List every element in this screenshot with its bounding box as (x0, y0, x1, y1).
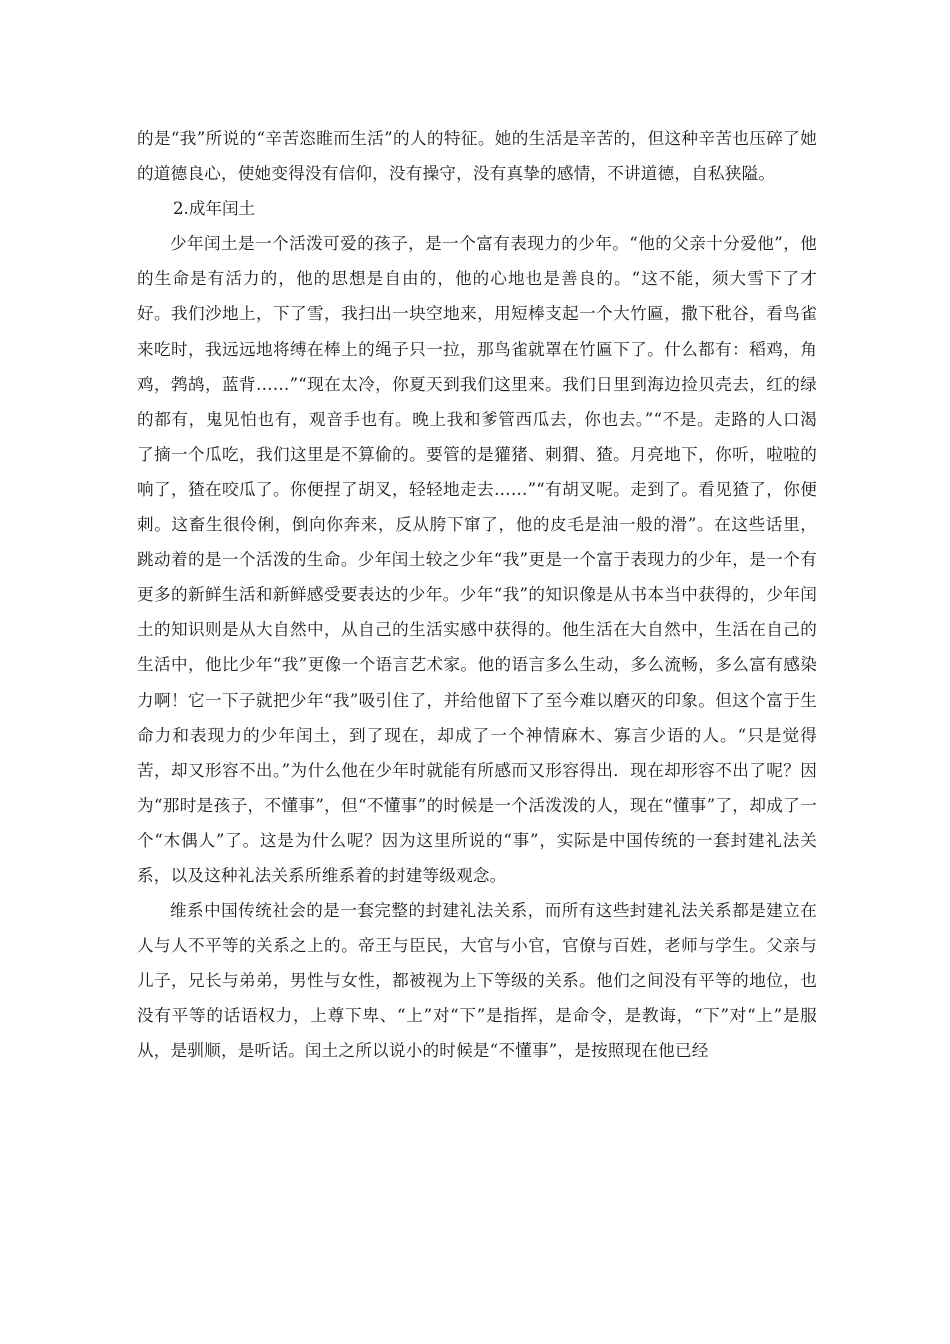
document-page (137, 121, 817, 1069)
paragraph-feudal-relations: 维系中国传统社会的是一套完整的封建礼法关系，而所有这些封建礼法关系都是建立在人与人不平等的关系之上的。帝王与臣民，大官与小官，官僚与百姓，老师与学生。父亲与儿子，兄长与弟弟，男性与女性，都被视为上下等级的关系。他们之间没有平等的地位，也没有平等的话语权力，上尊下卑、“上”对“下”是指挥，是命令，是教诲，“下”对“上”是服从，是驯顺，是听话。闰土之所以说小的时候是“不懂事”，是按照现在他已经 (137, 901, 817, 1061)
paragraph-young-runtu: 少年闰土是一个活泼可爱的孩子，是一个富有表现力的少年。“他的父亲十分爱他”，他的生命是有活力的，他的思想是自由的，他的心地也是善良的。“这不能，须大雪下了才好。我们沙地上，下了雪，我扫出一块空地来，用短棒支起一个大竹匾，撒下秕谷，看鸟雀来吃时，我远远地将缚在棒上的绳子只一拉，那鸟雀就罩在竹匾下了。什么都有：稻鸡，角鸡，鹁鸪，蓝背……”“现在太冷，你夏天到我们这里来。我们日里到海边捡贝壳去，红的绿的都有，鬼见怕也有，观音手也有。晚上我和爹管西瓜去，你也去。”“不是。走路的人口渴了摘一个瓜吃，我们这里是不算偷的。要管的是獾猪、刺猬、猹。月亮地下，你听，啦啦的响了，猹在咬瓜了。你便捏了胡叉，轻轻地走去……”“有胡叉呢。走到了。看见猹了，你便刺。这畜生很伶俐，倒向你奔来，反从胯下窜了，他的皮毛是油一般的滑”。在这些话里，跳动着的是一个活泼的生命。少年闰土较之少年“我”更是一个富于表现力的少年，是一个有更多的新鲜生活和新鲜感受要表达的少年。少年“我”的知识像是从书本当中获得的，少年闰土的知识则是从大自然中，从自己的生活实感中获得的。他生活在大自然中，生活在自己的生活中，他比少年“我”更像一个语言艺术家。他的语言多么生动，多么流畅，多么富有感染力啊！它一下子就把少年“我”吸引住了，并给他留下了至今难以磨灭的印象。但这个富于生命力和表现力的少年闰土，到了现在，却成了一个神情麻木、寡言少语的人。“只是觉得苦，却又形容不出。”为什么他在少年时就能有所感而又形容得出．现在却形容不出了呢？因为“那时是孩子，不懂事”，但“不懂事”的时候是一个活泼泼的人，现在“懂事”了，却成了一个“木偶人”了。这是为什么呢？因为这里所说的“事”，实际是中国传统的一套封建礼法关系，以及这种礼法关系所维系着的封建等级观念。 (137, 234, 817, 885)
section-heading: 2.成年闰土 (173, 199, 256, 219)
paragraph-continuation: 的是“我”所说的“辛苦恣睢而生活”的人的特征。她的生活是辛苦的，但这种辛苦也压碎了她的道德良心，使她变得没有信仰，没有操守，没有真挚的感情，不讲道德，自私狭隘。 (137, 129, 817, 184)
